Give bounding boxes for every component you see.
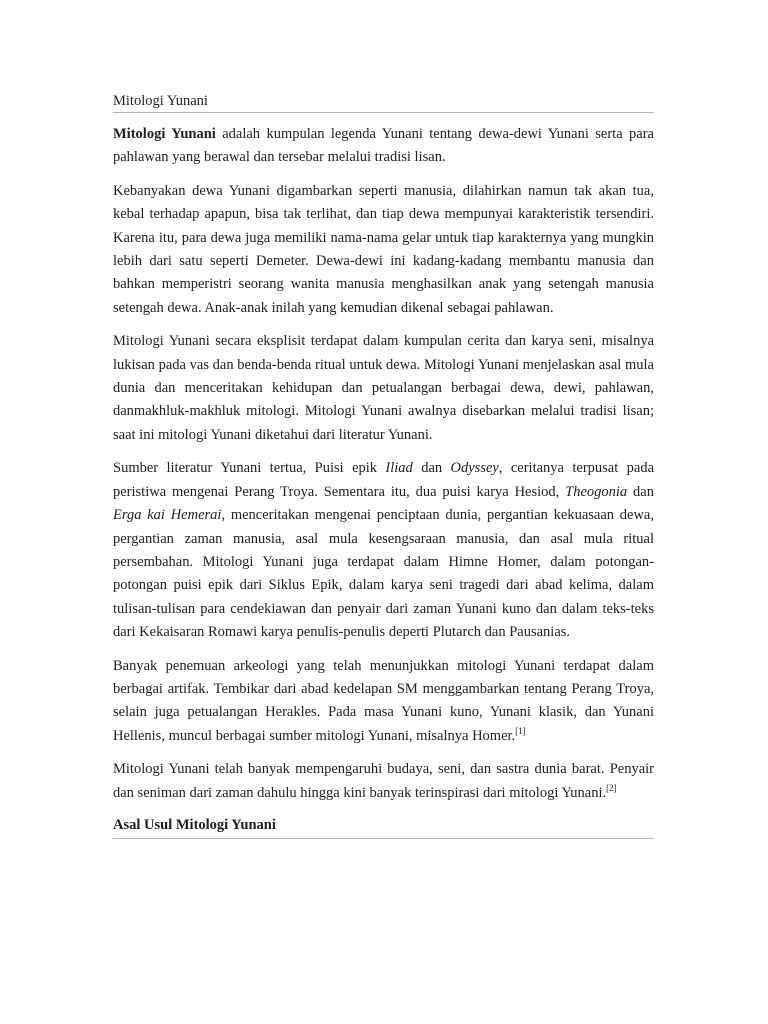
influence-text: Mitologi Yunani telah banyak mempengaruhi budaya, seni, dan sastra dunia barat. Penyair dan seniman dari zaman dahulu hingga kini banyak terinspirasi dari mitologi Yunani.: [113, 761, 654, 801]
reference-2-link[interactable]: [2]: [606, 782, 617, 793]
archaeology-text: Banyak penemuan arkeologi yang telah menunjukkan mitologi Yunani terdapat dalam berbagai artifak. Tembikar dari abad kedelapan SM menggambarkan tentang Perang Troya, selain juga petualangan Herakles. Pada masa Yunani kuno, Yunani klasik, dan Yunani Hellenis, muncul berbagai sumber mitologi Yunani, misalnya Homer.: [113, 657, 654, 744]
paragraph-literature: [113, 457, 654, 644]
paragraph-intro: [113, 123, 654, 170]
paragraph-archaeology: [113, 655, 654, 749]
literature-text-1: Sumber literatur Yunani tertua, Puisi epik: [113, 460, 386, 477]
literature-text-2: dan: [412, 460, 451, 477]
intro-term: Mitologi Yunani: [113, 126, 216, 142]
paragraph-influence: [113, 758, 654, 805]
intro-text: adalah kumpulan legenda Yunani tentang dewa-dewi Yunani serta para pahlawan yang berawal dan tersebar melalui tradisi lisan.: [113, 126, 654, 166]
section-heading: Asal Usul Mitologi Yunani: [113, 815, 654, 839]
document-title: Mitologi Yunani: [113, 92, 654, 113]
document-page: [113, 92, 654, 839]
paragraph-gods-description: Kebanyakan dewa Yunani digambarkan seperti manusia, dilahirkan namun tak akan tua, kebal terhadap apapun, bisa tak terlihat, dan tiap dewa mempunyai karakteristik tersendiri. Karena itu, para dewa juga memiliki nama-nama gelar untuk tiap karakternya yang mungkin lebih dari satu seperti Demeter. Dewa-dewi ini kadang-kadang membantu manusia dan bahkan memperistri seorang wanita manusia menghasilkan anak yang setengah manusia setengah dewa. Anak-anak inilah yang kemudian dikenal sebagai pahlawan.: [113, 182, 654, 316]
reference-1-link[interactable]: [1]: [515, 725, 526, 736]
literature-text-3: , ceritanya terpusat pada peristiwa mengenai Perang Troya. Sementara itu, dua puisi karya Hesiod,: [113, 460, 655, 500]
title-odyssey: Odyssey: [450, 460, 499, 477]
paragraph-mythology-sources: Mitologi Yunani secara eksplisit terdapat dalam kumpulan cerita dan karya seni, misalnya lukisan pada vas dan benda-benda ritual untuk dewa. Mitologi Yunani menjelaskan asal mula dunia dan menceritakan kehidupan dan petualangan berbagai dewa, dewi, pahlawan, danmakhluk-makhluk mitologi. Mitologi Yunani awalnya disebarkan melalui tradisi lisan; saat ini mitologi Yunani diketahui dari literatur Yunani.: [113, 333, 654, 443]
literature-text-5: , menceritakan mengenai penciptaan dunia, pergantian kekuasaan dewa, pergantian zaman manusia, asal mula kesengsaraan manusia, dan asal mula ritual persembahan. Mitologi Yunani juga terdapat dalam Himne Homer, dalam potongan-potongan puisi epik dari Siklus Epik, dalam karya seni tragedi dari abad kelima, dalam tulisan-tulisan para cendekiawan dan penyair dari zaman Yunani kuno dan dalam teks-teks dari Kekaisaran Romawi karya penulis-penulis deperti Plutarch dan Pausanias.: [113, 507, 654, 641]
title-theogonia: Theogonia: [565, 483, 628, 500]
title-iliad: Iliad: [385, 460, 413, 477]
literature-text-4: dan: [627, 483, 654, 500]
title-erga-kai-hemerai: Erga kai Hemerai: [113, 507, 222, 524]
